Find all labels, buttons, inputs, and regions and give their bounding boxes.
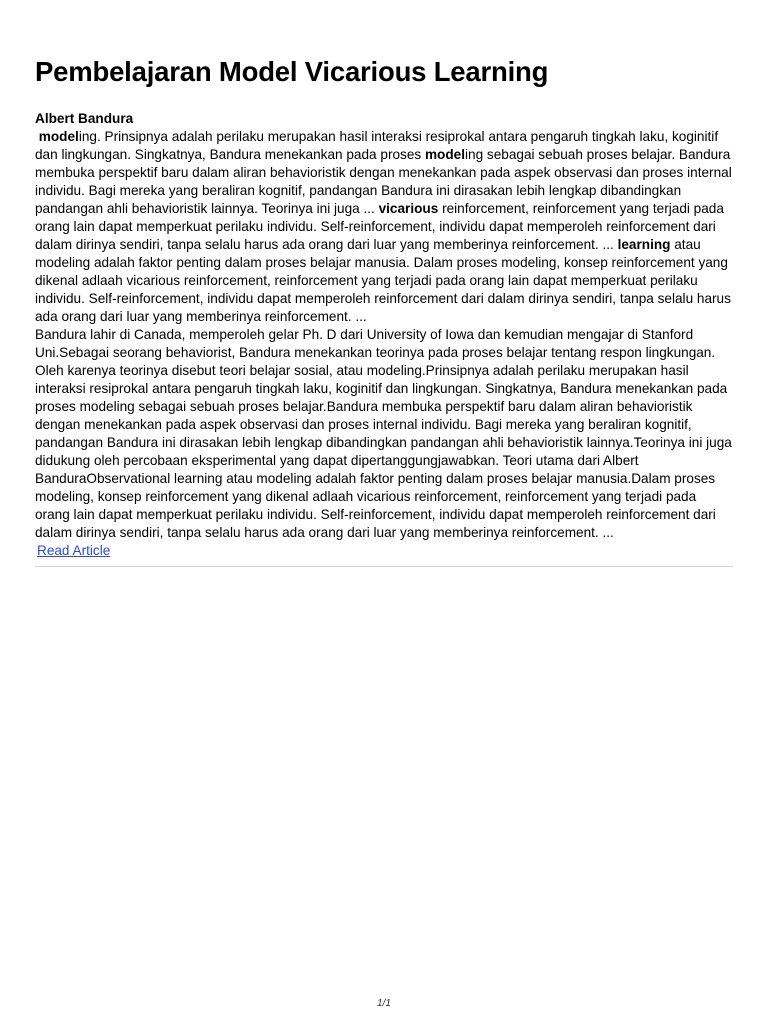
highlighted-term: vicarious — [378, 201, 439, 216]
document-page — [35, 54, 733, 575]
page-number: 1/1 — [377, 998, 391, 1009]
highlighted-term: model — [38, 129, 79, 144]
highlighted-term: learning — [617, 237, 671, 252]
author-heading: Albert Bandura — [35, 111, 134, 126]
description-paragraph: Bandura lahir di Canada, memperoleh gelar Ph. D dari University of Iowa dan kemudian mengajar di Stanford Uni.Sebagai seorang behaviorist, Bandura menekankan teorinya pada proses belajar tentang respon lingkungan. Oleh karenya teorinya disebut teori belajar sosial, atau modeling.Prinsipnya adalah perilaku merupakan hasil interaksi resiprokal antara pengaruh tingkah laku, koginitif dan lingkungan. Singkatnya, Bandura menekankan pada proses modeling sebagai sebuah proses belajar.Bandura membuka perspektif baru dalam aliran behavioristik dengan menekankan pada aspek observasi dan proses internal individu. Bagi mereka yang beraliran kognitif, pandangan Bandura ini dirasakan lebih lengkap dibandingkan pandangan ahli behavioristik lainnya.Teorinya ini juga didukung oleh percobaan eksperimental yang dapat dipertanggungjawabkan. Teori utama dari Albert BanduraObservational learning atau modeling adalah faktor penting dalam proses belajar manusia.Dalam proses modeling, konsep reinforcement yang dikenal adlaah vicarious reinforcement, reinforcement yang terjadi pada orang lain dapat memperkuat perilaku individu. Self-reinforcement, individu dapat memperoleh reinforcement dari dalam dirinya sendiri, tanpa selalu harus ada orang dari luar yang memberinya reinforcement. ... — [35, 327, 732, 540]
read-article-link[interactable]: Read Article — [37, 543, 111, 558]
page-title: Pembelajaran Model Vicarious Learning — [35, 56, 549, 87]
snippet-text: ing. Prinsipnya adalah perilaku merupakan hasil interaksi resiprokal antara pengaruh tingkah laku, koginitif dan lingkungan. Singkatnya, Bandura menekankan pada proses — [35, 129, 719, 162]
snippet-text: atau modeling adalah faktor penting dalam proses belajar manusia. Dalam proses modeling, konsep reinforcement yang dikenal adlaah vicarious reinforcement, reinforcement yang terjadi pada orang lain dapat memperkuat perilaku individu. Self-reinforcement, individu dapat memperoleh reinforcement dari dalam dirinya sendiri, tanpa selalu harus ada orang dari luar yang memberinya reinforcement. ... — [35, 237, 731, 324]
snippet-paragraph — [35, 128, 733, 326]
snippet-text: reinforcement, reinforcement yang terjadi pada orang lain dapat memperkuat perilaku individu. Self-reinforcement, individu dapat memperoleh reinforcement dari dalam dirinya sendiri, tanpa selalu harus ada orang dari luar yang memberinya reinforcement. ... — [35, 201, 724, 252]
highlighted-term: model — [424, 147, 465, 162]
divider — [35, 566, 733, 567]
snippet-text: ing sebagai sebuah proses belajar. Bandura membuka perspektif baru dalam aliran behavioristik dengan menekankan pada aspek observasi dan proses internal individu. Bagi mereka yang beraliran kognitif, pandangan Bandura ini dirasakan lebih lengkap dibandingkan pandangan ahli behavioristik lainnya. Teorinya ini juga ... — [35, 147, 732, 216]
